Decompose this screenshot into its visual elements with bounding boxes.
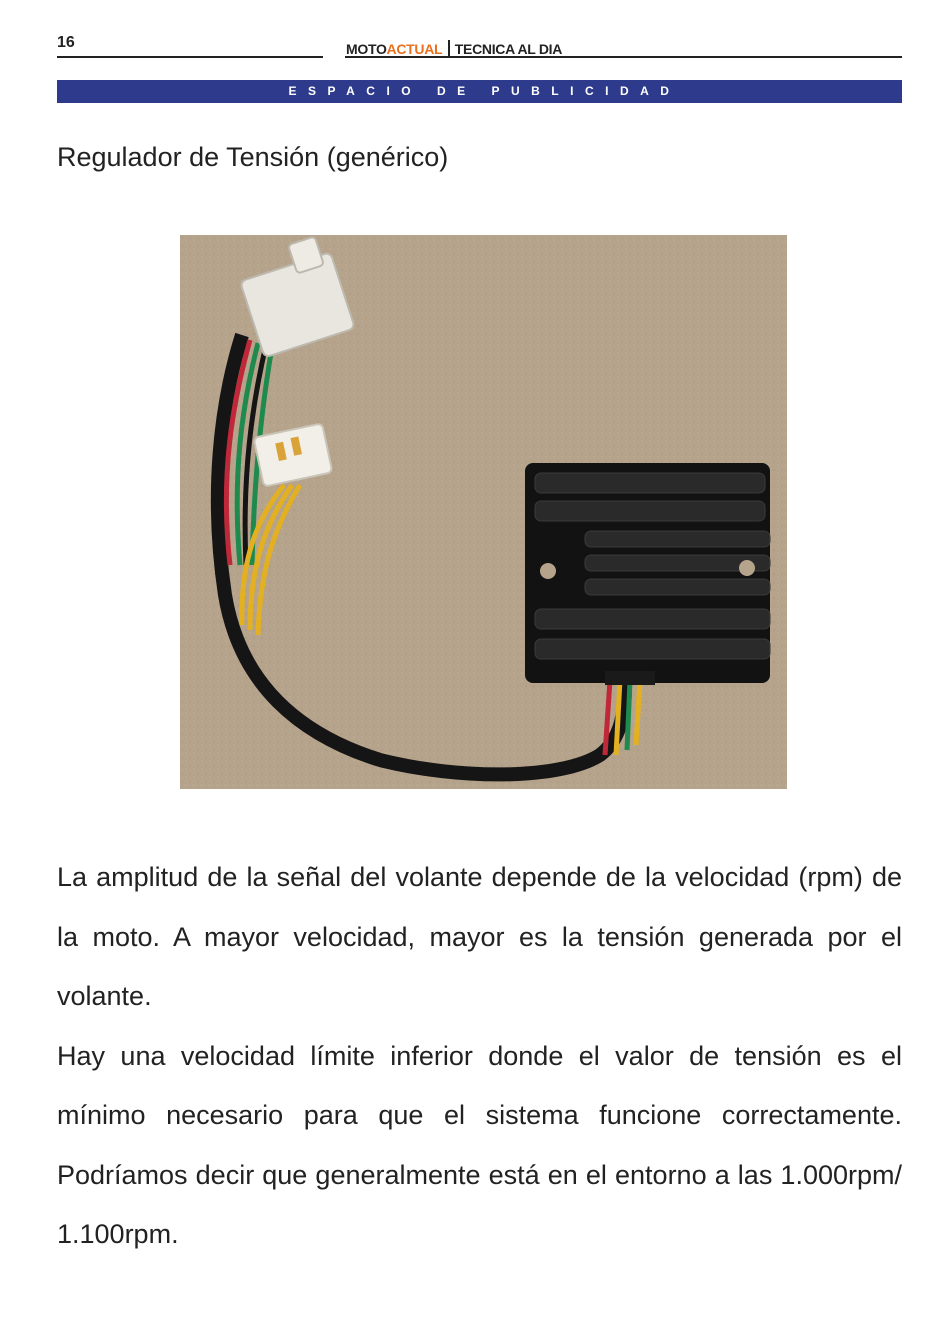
header-rule-left bbox=[57, 56, 323, 58]
body-text bbox=[57, 848, 902, 1265]
masthead bbox=[346, 40, 562, 57]
page-number: 16 bbox=[57, 34, 75, 51]
figure-title: Regulador de Tensión (genérico) bbox=[57, 142, 449, 172]
advertising-band: ESPACIO DE PUBLICIDAD bbox=[57, 80, 902, 103]
masthead-separator bbox=[448, 40, 450, 56]
voltage-regulator-photo bbox=[180, 235, 787, 789]
body-paragraph-1: La amplitud de la señal del volante depende de la velocidad (rpm) de la moto. A mayor velocidad, mayor es la tensión generada por el volante. bbox=[57, 862, 902, 1011]
brand-moto: MOTO bbox=[346, 41, 387, 57]
brand-actual: ACTUAL bbox=[386, 41, 443, 57]
body-paragraph-2: Hay una velocidad límite inferior donde el valor de tensión es el mínimo necesario para que el sistema funcione correctamente. Podríamos decir que generalmente está en el entorno a las 1.000rpm/ 1.100rpm. bbox=[57, 1040, 902, 1249]
section-name: TECNICA AL DIA bbox=[454, 41, 563, 57]
